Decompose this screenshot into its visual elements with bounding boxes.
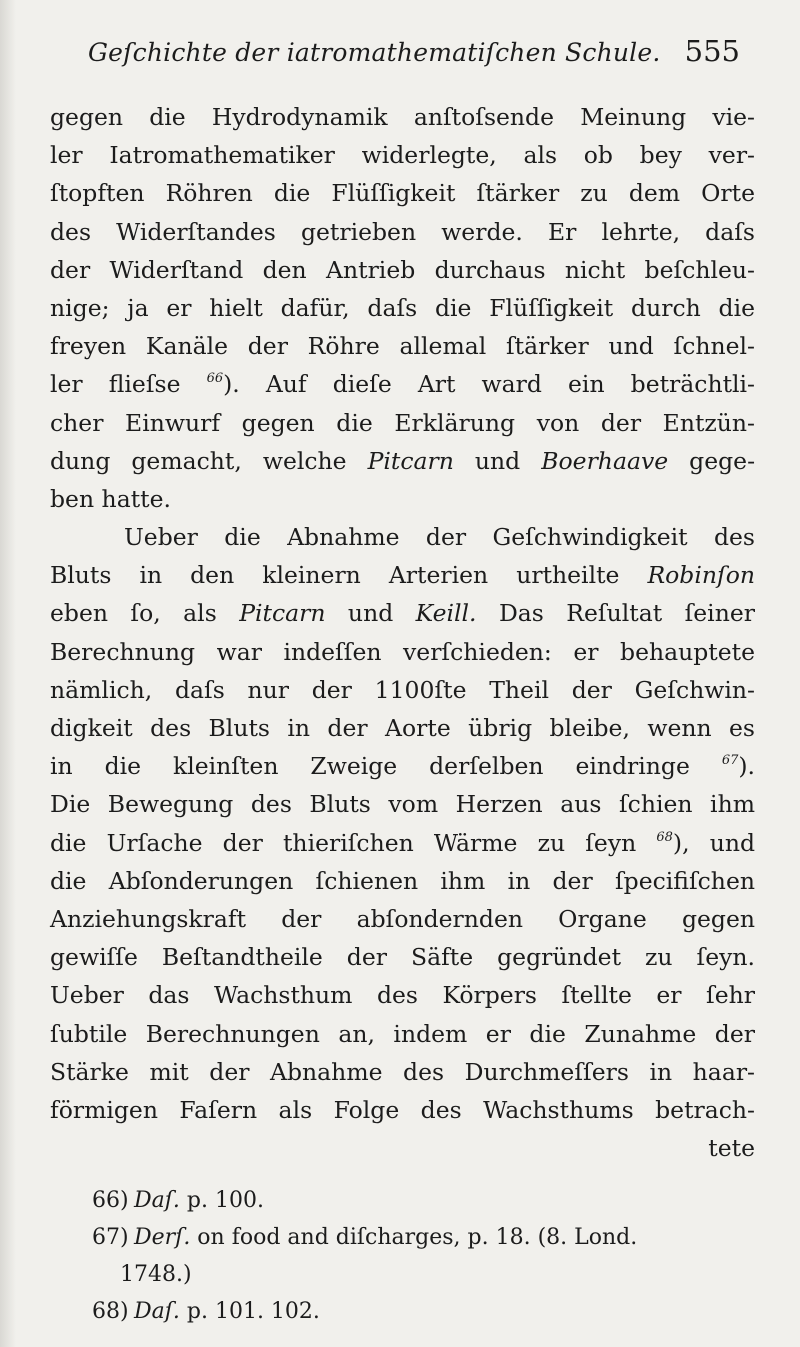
footnote-67-continued: 1748.) bbox=[120, 1262, 192, 1287]
text-line bbox=[50, 365, 755, 403]
text-line: die Abſonderungen ſchienen ihm in der ſpecifiſchen bbox=[50, 866, 755, 895]
text-fragment: ). Auf dieſe Art ward ein beträchtli- bbox=[223, 370, 755, 399]
text-line bbox=[50, 594, 755, 632]
footnote-abbrev: Derſ. bbox=[134, 1225, 191, 1250]
text-line: freyen Kanäle der Röhre allemal ſtärker und ſchnel- bbox=[50, 332, 755, 361]
footnote-67 bbox=[92, 1219, 760, 1256]
text-line: gewiſſe Beſtandtheile der Säfte gegründet zu ſeyn. bbox=[50, 943, 755, 972]
footnote-abbrev: Daſ. bbox=[134, 1188, 180, 1213]
footnote-number: 68) bbox=[92, 1299, 129, 1324]
name-robinson: Robinſon bbox=[647, 561, 755, 590]
text-line: ler Iatromathematiker widerlegte, als ob bey ver- bbox=[50, 141, 755, 170]
text-line: Die Bewegung des Bluts vom Herzen aus ſchien ihm bbox=[50, 790, 755, 819]
text-line: der Widerſtand den Antrieb durchaus nicht beſchleu- bbox=[50, 255, 755, 284]
text-line bbox=[50, 747, 755, 785]
footnote-ref-66: 66 bbox=[206, 371, 224, 387]
text-line: nige; ja er hielt dafür, daſs die Flüſſigkeit durch die bbox=[50, 293, 755, 322]
text-line: ſubtile Berechnungen an, indem er die Zunahme der bbox=[50, 1019, 755, 1048]
footnote-text: p. 100. bbox=[179, 1188, 264, 1213]
name-boerhaave: Boerhaave bbox=[541, 446, 669, 475]
text-fragment: ler flieſse bbox=[50, 370, 207, 399]
text-fragment: ), und bbox=[672, 828, 756, 857]
footnote-abbrev: Daſ. bbox=[134, 1299, 180, 1324]
footnote-text: on food and diſcharges, p. 18. (8. Lond. bbox=[190, 1225, 638, 1250]
text-line: Stärke mit der Abnahme des Durchmeſſers in haar- bbox=[50, 1057, 755, 1086]
page-header bbox=[88, 34, 740, 76]
name-keill: Keill. bbox=[415, 599, 477, 628]
text-line bbox=[50, 442, 755, 480]
body-text bbox=[50, 98, 755, 1167]
text-line: digkeit des Bluts in der Aorte übrig bleibe, wenn es bbox=[50, 714, 755, 742]
text-line: gegen die Hydrodynamik anſtoſsende Meinung vie- bbox=[50, 103, 755, 131]
name-pitcarn: Pitcarn bbox=[367, 446, 454, 475]
running-title: Geſchichte der iatromathematiſchen Schule. bbox=[88, 38, 661, 67]
text-line bbox=[50, 556, 755, 594]
text-line: förmigen Faſern als Folge des Wachsthums betrach- bbox=[50, 1095, 755, 1124]
footnote-number: 67) bbox=[92, 1225, 129, 1250]
footnote-66 bbox=[92, 1182, 760, 1219]
text-line: ben hatte. bbox=[50, 484, 171, 513]
text-line: ſtopften Röhren die Flüſſigkeit ſtärker zu dem Orte bbox=[50, 179, 755, 208]
page-number: 555 bbox=[684, 34, 740, 68]
text-line: cher Einwurf gegen die Erklärung von der Entzün- bbox=[50, 408, 755, 437]
footnote-68 bbox=[92, 1293, 760, 1330]
text-fragment: die Urſache der thieriſchen Wärme zu ſeyn bbox=[50, 828, 657, 857]
text-fragment: und bbox=[453, 446, 542, 475]
text-fragment: dung gemacht, welche bbox=[50, 446, 368, 475]
footnotes bbox=[92, 1182, 760, 1330]
text-line: Berechnung war indeſſen verſchieden: er behauptete bbox=[50, 637, 755, 666]
text-line bbox=[50, 824, 755, 862]
text-line: Anziehungskraft der abſondernden Organe gegen bbox=[50, 904, 755, 933]
paragraph-start-line: Ueber die Abnahme der Geſchwindigkeit des bbox=[124, 523, 755, 552]
text-fragment: und bbox=[325, 599, 416, 628]
catchword: tete bbox=[708, 1134, 755, 1163]
text-fragment: ). bbox=[738, 752, 755, 781]
text-fragment: gege- bbox=[668, 446, 756, 475]
text-fragment: Das Reſultat ſeiner bbox=[476, 599, 755, 628]
footnote-number: 66) bbox=[92, 1188, 129, 1213]
text-fragment: in die kleinſten Zweige derſelben eindringe bbox=[50, 752, 722, 781]
text-line: nämlich, daſs nur der 1100ſte Theil der Geſchwin- bbox=[50, 675, 755, 704]
footnote-text: p. 101. 102. bbox=[179, 1299, 320, 1324]
text-line: des Widerſtandes getrieben werde. Er lehrte, daſs bbox=[50, 217, 755, 246]
text-fragment: eben ſo, als bbox=[50, 599, 240, 628]
text-fragment: Bluts in den kleinern Arterien urtheilte bbox=[50, 561, 648, 590]
name-pitcarn: Pitcarn bbox=[239, 599, 326, 628]
text-line: Ueber das Wachsthum des Körpers ſtellte er ſehr bbox=[50, 981, 755, 1010]
footnote-ref-67: 67 bbox=[721, 753, 739, 769]
page-edge bbox=[0, 0, 16, 1347]
footnote-ref-68: 68 bbox=[656, 829, 673, 845]
